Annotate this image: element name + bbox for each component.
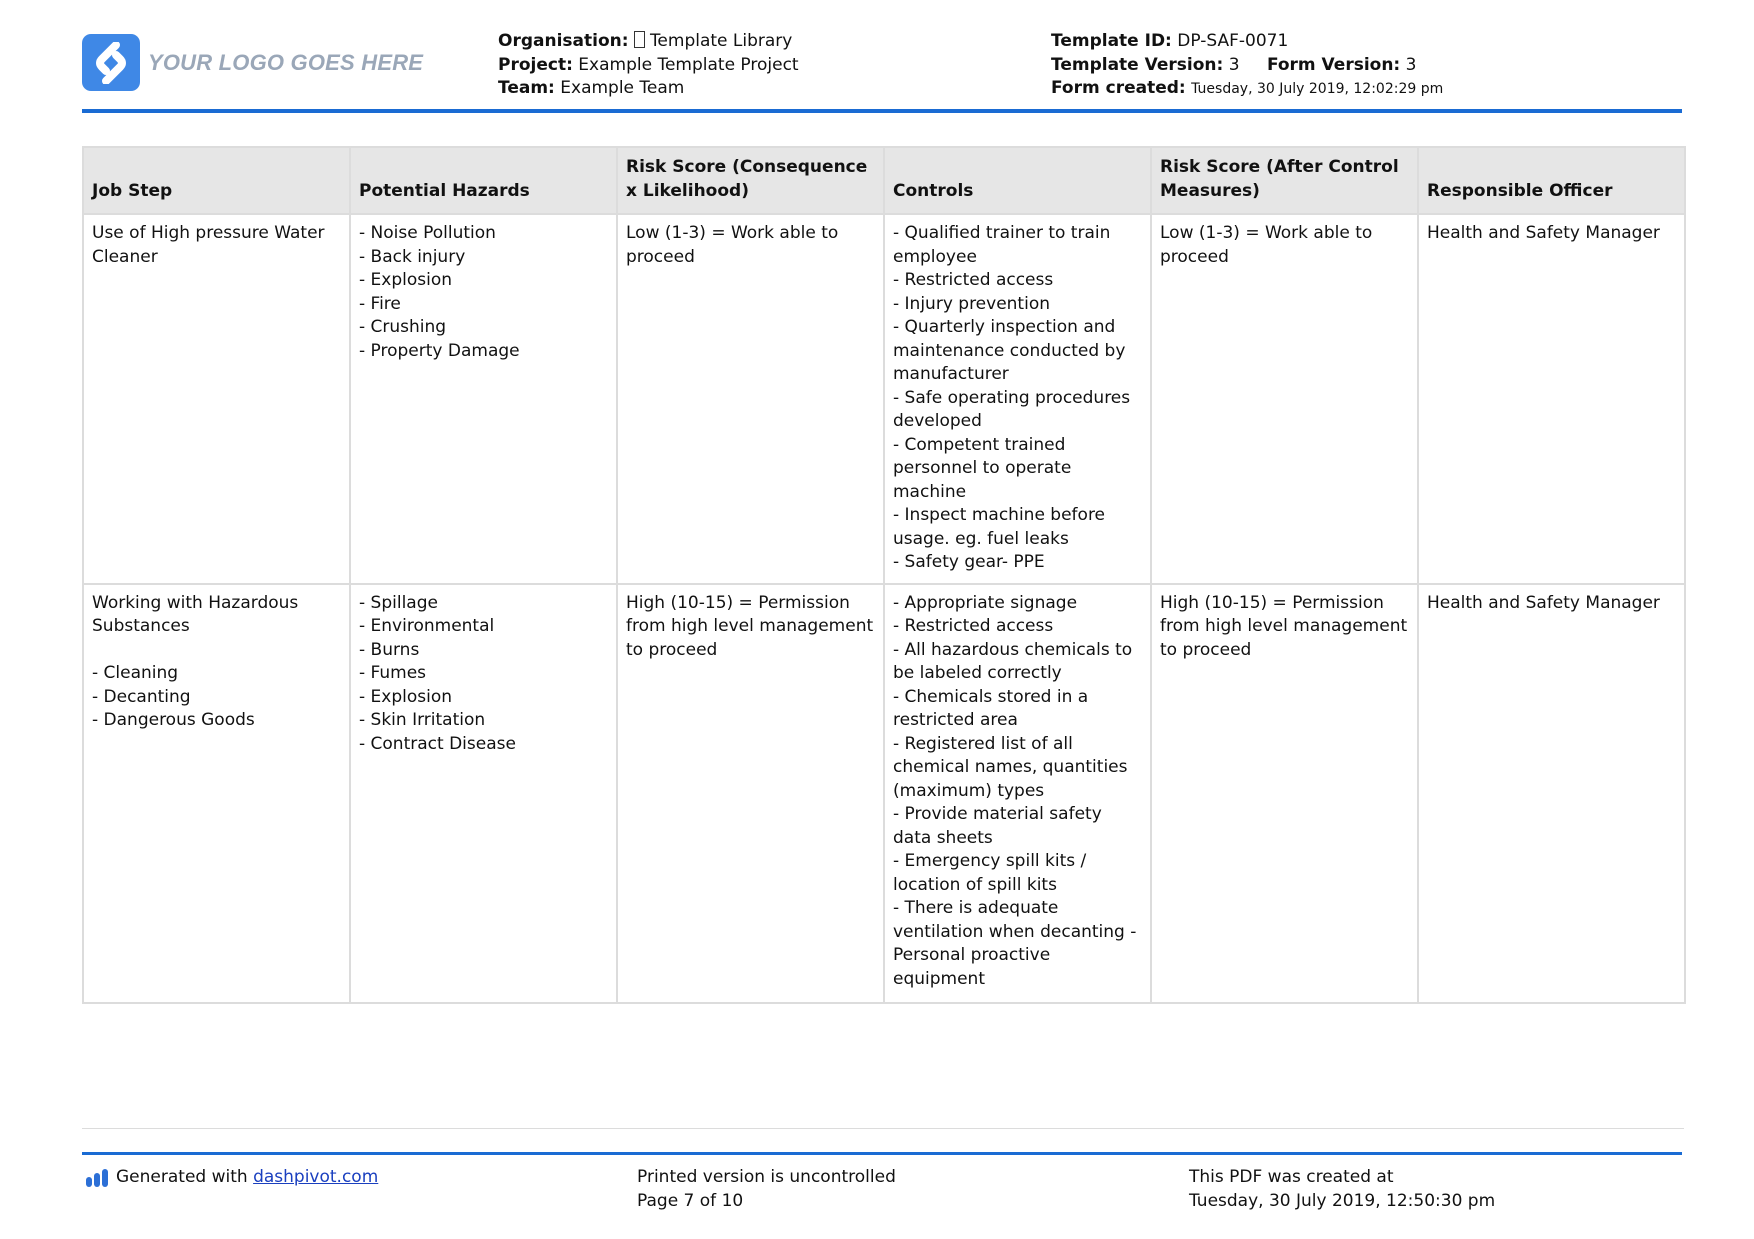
logo-mark-icon — [82, 34, 140, 91]
column-header: Potential Hazards — [350, 147, 617, 214]
job-step-cell — [83, 214, 350, 584]
job-step-line: Working with Hazardous Substances — [92, 592, 299, 636]
pdf-created-date: Tuesday, 30 July 2019, 12:50:30 pm — [1189, 1190, 1496, 1211]
template-version-value: 3 — [1228, 54, 1240, 75]
column-header: Responsible Officer — [1418, 147, 1685, 214]
company-logo — [82, 34, 423, 91]
job-step-line: Use of High pressure Water Cleaner — [92, 223, 325, 267]
organisation-value: Template Library — [649, 31, 793, 51]
control-line: - Restricted access — [893, 616, 1054, 636]
hazard-line: - Explosion — [359, 686, 453, 707]
page-number: Page 7 of 10 — [637, 1190, 744, 1211]
footer-separator — [82, 1128, 1684, 1129]
responsible-officer-cell: Health and Safety Manager — [1418, 214, 1685, 584]
hazard-line: - Crushing — [359, 317, 447, 337]
page-header — [82, 0, 1682, 112]
template-id-value: DP-SAF-0071 — [1177, 31, 1289, 51]
control-line: - Emergency spill kits / location of spill kits — [893, 851, 1087, 895]
dashpivot-link[interactable]: dashpivot.com — [253, 1167, 379, 1187]
template-meta — [1051, 30, 1443, 102]
hazards-cell — [350, 214, 617, 584]
hazard-line: - Skin Irritation — [359, 710, 486, 730]
hazard-line: - Noise Pollution — [359, 223, 496, 243]
hazard-line: - Burns — [359, 639, 420, 660]
column-header: Risk Score (After Control Measures) — [1151, 147, 1418, 214]
job-step-line: - Dangerous Goods — [92, 710, 255, 730]
hazard-line: - Fire — [359, 293, 401, 314]
risk-score-cell: Low (1-3) = Work able to proceed — [617, 214, 884, 584]
form-version-label: Form Version: — [1266, 54, 1401, 75]
risk-assessment-table-wrap — [82, 146, 1684, 1004]
control-line: - Inspect machine before usage. eg. fuel leaks — [893, 505, 1106, 549]
hazard-line: - Fumes — [359, 663, 427, 683]
hazard-line: - Contract Disease — [359, 733, 516, 754]
risk-score-cell: High (10-15) = Permission from high level management to proceed — [617, 584, 884, 1003]
table-row — [83, 214, 1685, 584]
version-line — [1051, 54, 1443, 78]
logo-text: YOUR LOGO GOES HERE — [148, 49, 424, 75]
template-id-line — [1051, 30, 1443, 54]
controls-cell — [884, 584, 1151, 1003]
control-line: - Chemicals stored in a restricted area — [893, 686, 1089, 730]
control-line: - Qualified trainer to train employee — [893, 223, 1111, 267]
control-line: - Injury prevention — [893, 293, 1051, 314]
hazards-cell — [350, 584, 617, 1003]
pdf-created — [1189, 1166, 1495, 1213]
generated-with — [86, 1166, 378, 1190]
column-header: Risk Score (Consequence x Likelihood) — [617, 147, 884, 214]
team-label: Team: — [498, 78, 555, 98]
control-line: - Restricted access — [893, 270, 1054, 290]
template-id-label: Template ID: — [1051, 31, 1172, 51]
team-line — [498, 77, 799, 101]
control-line: - Provide material safety data sheets — [893, 804, 1102, 848]
responsible-officer-cell: Health and Safety Manager — [1418, 584, 1685, 1003]
form-created-label: Form created: — [1051, 78, 1186, 98]
hazard-line: - Spillage — [359, 592, 438, 613]
form-version-value: 3 — [1405, 54, 1417, 75]
dashpivot-logo-icon — [86, 1169, 108, 1187]
controls-cell — [884, 214, 1151, 584]
control-line: - Appropriate signage — [893, 592, 1078, 613]
control-line: - There is adequate ventilation when decanting - Personal proactive equipment — [893, 898, 1137, 989]
control-line: - All hazardous chemicals to be labeled correctly — [893, 639, 1133, 683]
risk-after-cell: High (10-15) = Permission from high level management to proceed — [1151, 584, 1418, 1003]
control-line: - Competent trained personnel to operate machine — [893, 434, 1072, 502]
job-step-cell — [83, 584, 350, 1003]
hazard-line: - Property Damage — [359, 340, 520, 361]
column-header: Job Step — [83, 147, 350, 214]
pdf-created-label: This PDF was created at — [1189, 1167, 1394, 1187]
control-line: - Safety gear- PPE — [893, 552, 1045, 572]
control-line: - Safe operating procedures developed — [893, 387, 1131, 431]
column-header: Controls — [884, 147, 1151, 214]
hazard-line: - Environmental — [359, 616, 495, 636]
project-meta — [498, 30, 799, 101]
control-line: - Registered list of all chemical names, quantities (maximum) types — [893, 733, 1128, 801]
table-header-row — [83, 147, 1685, 214]
printed-line: Printed version is uncontrolled — [637, 1167, 896, 1187]
team-value: Example Team — [560, 78, 685, 98]
job-step-line: - Cleaning — [92, 663, 179, 683]
generated-prefix: Generated with — [116, 1167, 248, 1187]
table-row — [83, 584, 1685, 1003]
form-created-value: Tuesday, 30 July 2019, 12:02:29 pm — [1191, 81, 1444, 97]
print-status — [637, 1166, 896, 1213]
organisation-line — [498, 30, 799, 54]
control-line: - Quarterly inspection and maintenance conducted by manufacturer — [893, 317, 1126, 384]
footer-divider — [82, 1152, 1682, 1155]
organisation-icon — [634, 31, 645, 48]
risk-assessment-table — [82, 146, 1686, 1004]
form-created-line — [1051, 77, 1443, 102]
job-step-spacer — [92, 639, 342, 663]
risk-after-cell: Low (1-3) = Work able to proceed — [1151, 214, 1418, 584]
hazard-line: - Back injury — [359, 246, 466, 267]
project-value: Example Template Project — [578, 54, 799, 75]
template-version-label: Template Version: — [1051, 54, 1224, 75]
project-label: Project: — [498, 54, 573, 75]
organisation-label: Organisation: — [498, 31, 629, 51]
job-step-line: - Decanting — [92, 686, 191, 707]
header-divider — [82, 109, 1682, 113]
hazard-line: - Explosion — [359, 270, 453, 290]
project-line — [498, 54, 799, 78]
